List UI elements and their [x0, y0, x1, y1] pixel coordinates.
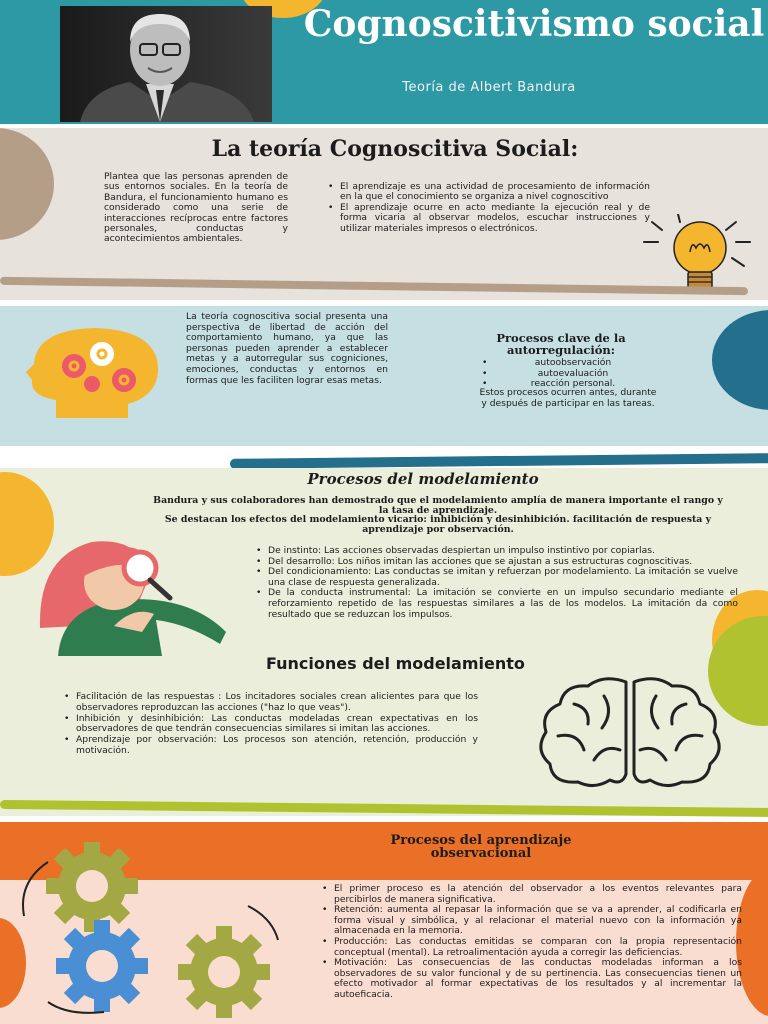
- portrait-photo: [60, 6, 272, 122]
- page-subtitle: Teoría de Albert Bandura: [402, 80, 576, 95]
- list-item: • Del desarrollo: Los niños imitan las acciones que se ajustan a sus estructuras cognoscitivas.: [256, 557, 738, 568]
- self-regulation-description: La teoría cognoscitiva social presenta una perspectiva de libertad de acción del comportamiento humano, ya que las personas pueden aprender a establecer metas y a autorregular sus cogniciones, emociones, conductas y entornos en formas que les faciliten lograr esas metas.: [186, 311, 388, 386]
- head-gears-icon: [26, 326, 162, 418]
- magnifier-girl-illustration: [38, 536, 230, 656]
- self-regulation-heading: Procesos clave de la autorregulación:: [496, 331, 626, 357]
- modeling-heading: Procesos del modelamiento: [307, 470, 539, 488]
- decorative-circle: [712, 310, 768, 410]
- modeling-functions-heading: Funciones del modelamiento: [266, 654, 525, 673]
- section-theory: [0, 128, 768, 300]
- observational-list: [322, 884, 742, 1001]
- list-item: • Facilitación de las respuestas : Los incitadores sociales crean alicientes para que los observadores reproduzcan las acciones ("haz lo que veas").: [64, 692, 478, 714]
- list-item: • Del condicionamiento: Las conductas se imitan y refuerzan por modelamiento. La imitación se vuelve una clase de respuesta generalizada.: [256, 567, 738, 588]
- self-regulation-note: Estos procesos ocurren antes, durante y después de participar en las tareas.: [479, 387, 657, 409]
- modeling-processes-list: [256, 546, 738, 620]
- list-item: • Producción: Las conductas emitidas se comparan con la propia representación conceptual (mental). La retroalimentación ayuda a corregir las deficiencias.: [322, 937, 742, 958]
- list-item: • Inhibición y desinhibición: Las conductas modeladas crean expectativas en los observadores de que tendrán consecuencias similares si imitan las acciones.: [64, 714, 478, 736]
- section-heading: La teoría Cognoscitiva Social:: [211, 136, 579, 162]
- observational-heading: Procesos del aprendizaje observacional: [390, 833, 572, 861]
- list-item: • Retención: aumenta al repasar la información que se va a aprender, al codificarla en forma visual y simbólica, y al relacionar el material nuevo con la información ya almacenada en la memoria.: [322, 905, 742, 937]
- theory-description: Plantea que las personas aprenden de sus entornos sociales. En la teoría de Bandura, el funcionamiento humano es considerado como una serie de interacciones recíprocas entre factores personales, conductas y acontecimientos ambientales.: [104, 171, 288, 245]
- intro-line: Se destacan los efectos del modelamiento vicario: inhibición y desinhibición. facilitación de respuesta y aprendizaje por observación.: [164, 514, 712, 535]
- list-item: • El primer proceso es la atención del observador a los eventos relevantes para percibirlos de manera significativa.: [322, 884, 742, 905]
- list-item: • reacción personal.: [482, 379, 652, 390]
- list-item: • De la conducta instrumental: La imitación se convierte en un impulso secundario mediante el reforzamiento repetido de las respuestas similares a las de los modelos. La imitación da como resultado que se reduzcan los impulsos.: [256, 588, 738, 620]
- list-item: • Aprendizaje por observación: Los procesos son atención, retención, producción y motivación.: [64, 735, 478, 757]
- modeling-functions-list: [64, 692, 478, 757]
- modeling-intro: [148, 496, 728, 534]
- intro-line: Bandura y sus colaboradores han demostrado que el modelamiento amplía de manera importante el rango y la tasa de aprendizaje.: [153, 495, 723, 516]
- section-modeling: [0, 468, 768, 816]
- page-title: Cognoscitivismo social: [303, 3, 765, 45]
- section-self-regulation: [0, 306, 768, 446]
- list-item: • autoobservación: [482, 358, 652, 369]
- brain-icon: [534, 674, 726, 790]
- list-item: • autoevaluación: [482, 369, 652, 380]
- list-item: • De instinto: Las acciones observadas despiertan un impulso instintivo por copiarlas.: [256, 546, 738, 557]
- gears-icon: [8, 842, 308, 1022]
- header-banner: [0, 0, 768, 124]
- decorative-bar: [230, 453, 768, 469]
- list-item: • Motivación: Las consecuencias de las conductas modeladas informan a los observadores de su valor funcional y de su pertinencia. Las consecuencias tienen un efecto motivador al formar expectativas de los resultados y al incrementar la autoeficacia.: [322, 958, 742, 1000]
- self-regulation-list: [482, 358, 652, 390]
- list-item: • El aprendizaje es una actividad de procesamiento de información en la que el conocimiento se organiza a nivel cognoscitivo: [328, 182, 650, 203]
- section-observational-learning: [0, 822, 768, 1024]
- theory-bullets: [328, 182, 650, 234]
- lightbulb-icon: [640, 214, 760, 294]
- list-item: • El aprendizaje ocurre en acto mediante la ejecución real y de forma vicaria al observar modelos, escuchar instrucciones y utilizar materiales impresos o electrónicos.: [328, 203, 650, 234]
